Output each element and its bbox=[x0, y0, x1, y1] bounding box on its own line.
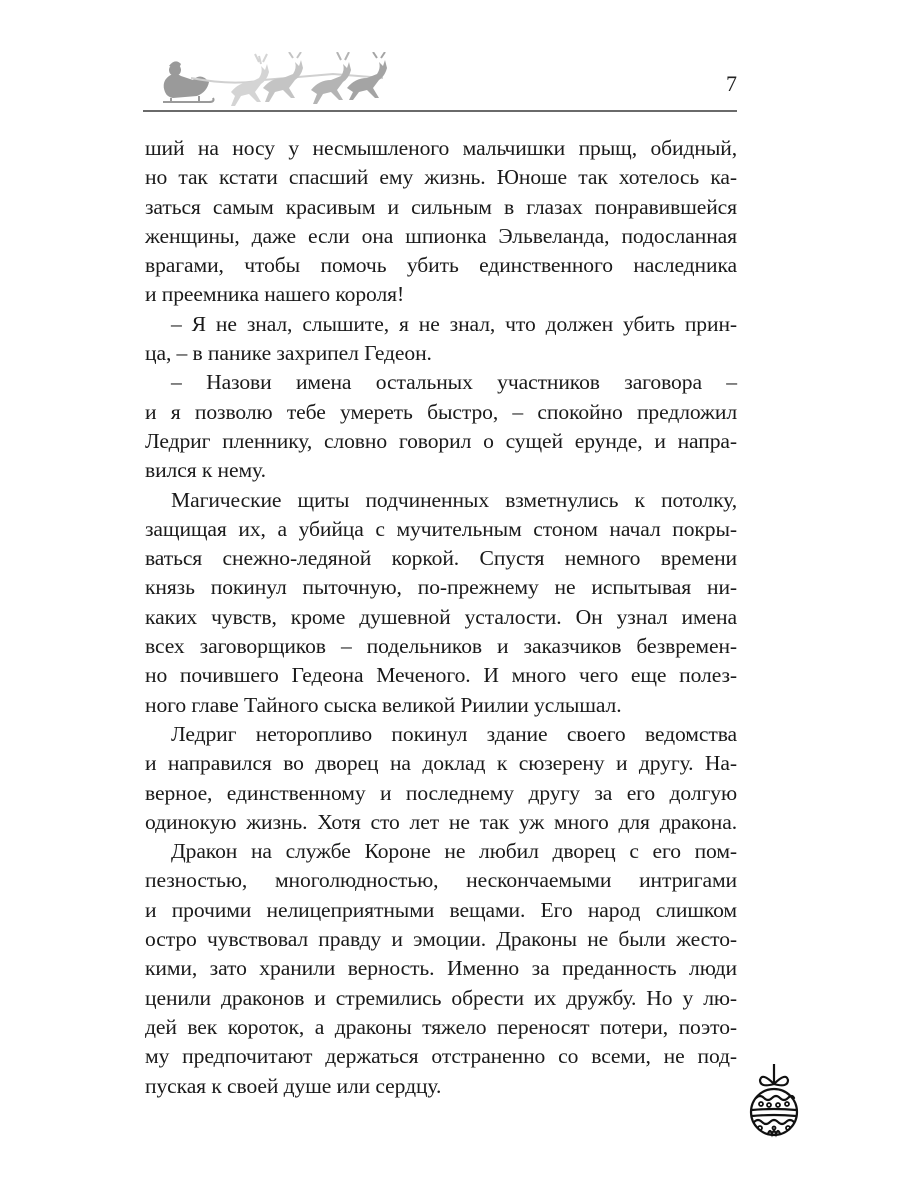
text-line: – Назови имена остальных участников заговора – bbox=[171, 370, 737, 395]
text-line: одинокую жизнь. Хотя сто лет не так уж много для дракона. bbox=[145, 809, 737, 834]
text-line: ценили драконов и стремились обрести их дружбу. Но у лю- bbox=[145, 985, 737, 1010]
text-line: Магические щиты подчиненных взметнулись к потолку, bbox=[171, 487, 737, 512]
text-line: но так кстати спасший ему жизнь. Юноше так хотелось ка- bbox=[145, 165, 737, 190]
text-line: каких чувств, кроме душевной усталости. Он узнал имена bbox=[145, 604, 737, 629]
text-line: верное, единственному и последнему другу за его долгую bbox=[145, 780, 737, 805]
body-text bbox=[145, 134, 737, 1101]
text-line: ного главе Тайного сыска великой Риилии услышал. bbox=[145, 692, 622, 717]
text-line: и я позволю тебе умереть быстро, – спокойно предложил bbox=[145, 399, 737, 424]
text-line: но почившего Гедеона Меченого. И много чего еще полез- bbox=[145, 663, 737, 688]
text-line: Ледриг пленнику, словно говорил о сущей ерунде, и напра- bbox=[145, 428, 737, 453]
text-line: пуская к своей душе или сердцу. bbox=[145, 1073, 442, 1098]
text-line: врагами, чтобы помочь убить единственного наследника bbox=[145, 253, 737, 278]
text-line: пезностью, многолюдностью, нескончаемыми интригами bbox=[145, 868, 737, 893]
text-line: – Я не знал, слышите, я не знал, что должен убить прин- bbox=[171, 311, 737, 336]
santa-sleigh-reindeer-icon bbox=[143, 52, 413, 110]
text-line: Ледриг неторопливо покинул здание своего ведомства bbox=[171, 721, 737, 746]
page-number: 7 bbox=[726, 71, 737, 96]
text-line: и преемника нашего короля! bbox=[145, 282, 405, 307]
text-line: вился к нему. bbox=[145, 458, 266, 483]
text-line: му предпочитают держаться отстраненно со всеми, не под- bbox=[145, 1044, 737, 1069]
text-line: дей век короток, а драконы тяжело переносят потери, поэто- bbox=[145, 1014, 737, 1039]
text-line: кими, зато хранили верность. Именно за преданность люди bbox=[145, 956, 737, 981]
text-line: ца, – в панике захрипел Гедеон. bbox=[145, 341, 432, 366]
text-line: ший на носу у несмышленого мальчишки прыщ, обидный, bbox=[145, 136, 737, 160]
text-line: остро чувствовал правду и эмоции. Драконы не были жесто- bbox=[145, 927, 737, 952]
text-line: заться самым красивым и сильным в глазах понравившейся bbox=[145, 194, 737, 219]
christmas-bauble-icon bbox=[748, 1064, 800, 1144]
text-line: и направился во дворец на доклад к сюзерену и другу. На- bbox=[145, 751, 737, 776]
text-line: князь покинул пыточную, по-прежнему не испытывая ни- bbox=[145, 575, 737, 600]
text-line: и прочими нелицеприятными вещами. Его народ слишком bbox=[145, 897, 737, 922]
running-header bbox=[143, 52, 737, 110]
text-line: ваться снежно-ледяной коркой. Спустя немного времени bbox=[145, 546, 737, 571]
text-line: всех заговорщиков – подельников и заказчиков безвремен- bbox=[145, 634, 737, 659]
header-divider bbox=[143, 110, 737, 112]
text-line: защищая их, а убийца с мучительным стоном начал покры- bbox=[145, 516, 737, 541]
text-line: женщины, даже если она шпионка Эльвеланда, подосланная bbox=[145, 223, 737, 248]
text-line: Дракон на службе Короне не любил дворец с его пом- bbox=[171, 839, 737, 864]
